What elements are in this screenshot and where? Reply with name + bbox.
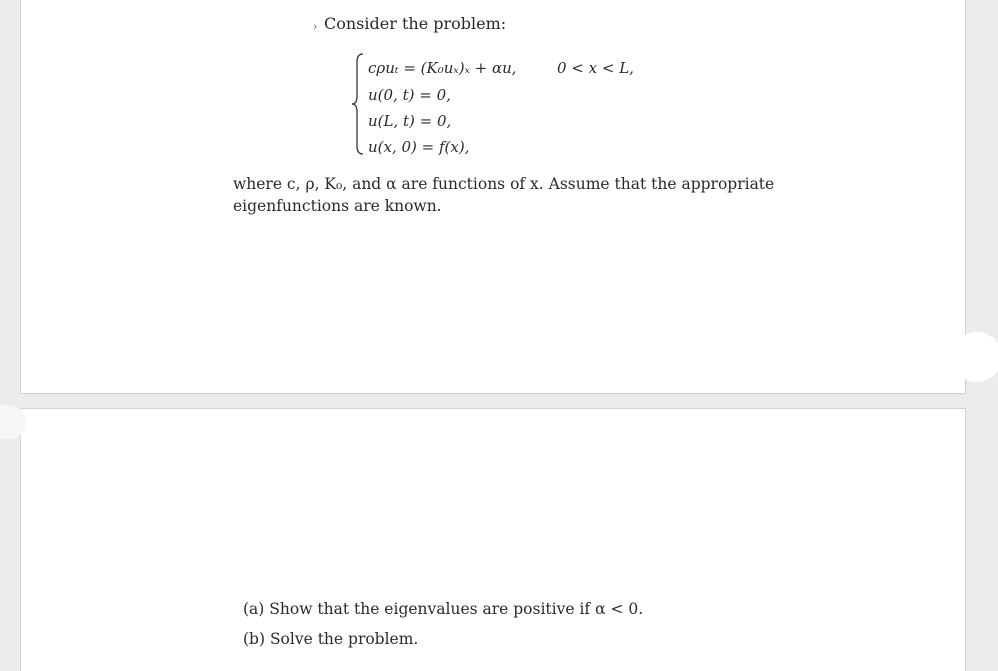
domain-condition: 0 < x < L, (557, 59, 634, 77)
boundary-condition-right: u(L, t) = 0, (368, 112, 452, 130)
boundary-condition-left: u(0, t) = 0, (368, 86, 451, 104)
description-line-1: where c, ρ, K₀, and α are functions of x. Assume that the appropriate (233, 175, 775, 193)
description-line-2: eigenfunctions are known. (233, 197, 442, 215)
problem-description (233, 173, 813, 217)
pde-equation: cρuₜ = (K₀uₓ)ₓ + αu, (368, 59, 517, 77)
right-edge-handle (952, 332, 998, 382)
system-brace (351, 52, 365, 156)
bullet-marker: › (313, 20, 318, 33)
question-panel-bottom (20, 408, 966, 671)
part-a: (a) Show that the eigenvalues are positive if α < 0. (243, 600, 644, 618)
problem-intro: Consider the problem: (324, 14, 507, 33)
initial-condition: u(x, 0) = f(x), (368, 138, 470, 156)
part-b: (b) Solve the problem. (243, 630, 419, 648)
